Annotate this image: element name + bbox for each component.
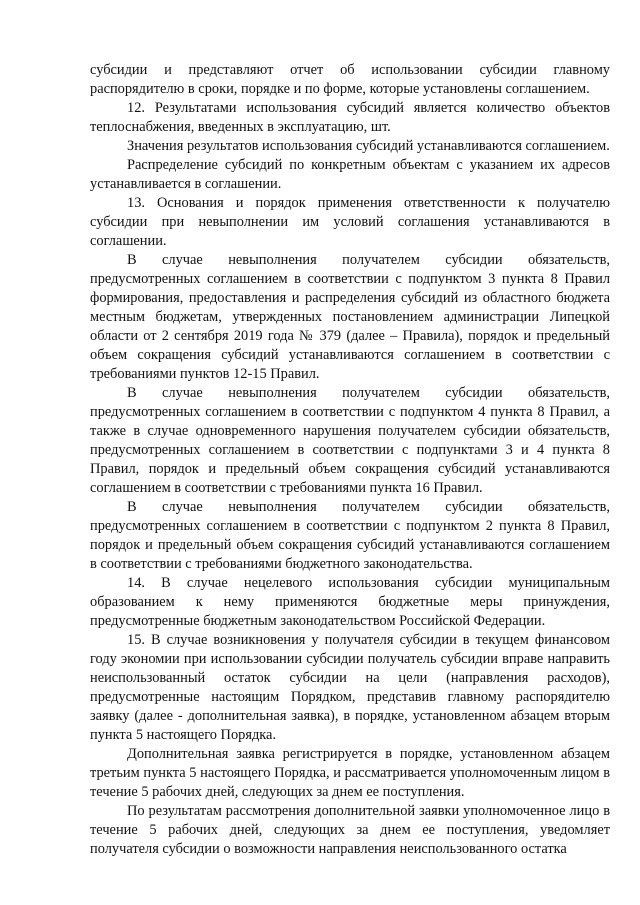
- paragraph-item-13: 13. Основания и порядок применения ответственности к получателю субсидии при невыполнении им условий соглашения устанавливаются в соглашении.: [90, 195, 610, 249]
- paragraph-results-values: Значения результатов использования субсидий устанавливаются соглашением.: [127, 138, 610, 154]
- paragraph-distribution: Распределение субсидий по конкретным объектам с указанием их адресов устанавливается в соглашении.: [90, 157, 610, 192]
- paragraph-item-12: 12. Результатами использования субсидий является количество объектов теплоснабжения, введенных в эксплуатацию, шт.: [90, 100, 610, 135]
- paragraph-case-subpoint-2: В случае невыполнения получателем субсидии обязательств, предусмотренных соглашением в соответствии с подпунктом 2 пункта 8 Правил, порядок и предельный объем сокращения субсидий устанавливаются соглашением в соответствии с требованиями бюджетного законодательства.: [90, 499, 610, 572]
- paragraph-additional-request: Дополнительная заявка регистрируется в порядке, установленном абзацем третьим пункта 5 настоящего Порядка, и рассматривается уполномоченным лицом в течение 5 рабочих дней, следующих за днем ее поступления.: [90, 746, 610, 800]
- paragraph-continuation: субсидии и представляют отчет об использовании субсидии главному распорядителю в сроки, порядке и по форме, которые установлены соглашением.: [90, 62, 610, 97]
- paragraph-case-subpoint-4: В случае невыполнения получателем субсидии обязательств, предусмотренных соглашением в соответствии с подпунктом 4 пункта 8 Правил, а также в случае одновременного нарушения получателем субсидии обязательств, предусмотренных соглашением в соответствии с подпунктами 3 и 4 пункта 8 Правил, порядок и предельный объем сокращения субсидий устанавливаются соглашением в соответствии с требованиями пункта 16 Правил.: [90, 385, 610, 496]
- paragraph-case-subpoint-3: В случае невыполнения получателем субсидии обязательств, предусмотренных соглашением в соответствии с подпунктом 3 пункта 8 Правил формирования, предоставления и распределения субсидий из областного бюджета местным бюджетам, утвержденных постановлением администрации Липецкой области от 2 сентября 2019 года № 379 (далее – Правила), порядок и предельный объем сокращения субсидий устанавливаются соглашением в соответствии с требованиями пунктов 12-15 Правил.: [90, 252, 610, 382]
- paragraph-item-14: 14. В случае нецелевого использования субсидии муниципальным образованием к нему применяются бюджетные меры принуждения, предусмотренные бюджетным законодательством Российской Федерации.: [90, 575, 610, 629]
- document-page: [90, 61, 610, 859]
- paragraph-review-results: По результатам рассмотрения дополнительной заявки уполномоченное лицо в течение 5 рабочих дней, следующих за днем ее поступления, уведомляет получателя субсидии о возможности направления неиспользованного остатка: [90, 803, 610, 857]
- paragraph-item-15: 15. В случае возникновения у получателя субсидии в текущем финансовом году экономии при использовании субсидии получатель субсидии вправе направить неиспользованный остаток субсидии на цели (направления расходов), предусмотренные настоящим Порядком, представив главному распорядителю заявку (далее - дополнительная заявка), в порядке, установленном абзацем вторым пункта 5 настоящего Порядка.: [90, 632, 610, 743]
